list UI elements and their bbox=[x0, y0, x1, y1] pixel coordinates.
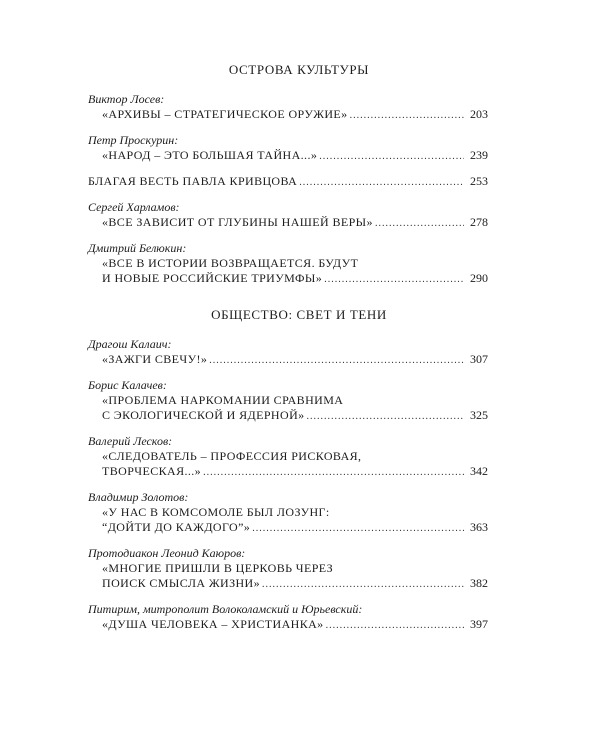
entry-title-line: «МНОГИЕ ПРИШЛИ В ЦЕРКОВЬ ЧЕРЕЗ bbox=[102, 561, 334, 575]
dot-leader bbox=[307, 409, 464, 424]
entry-author: Протодиакон Леонид Каюров: bbox=[88, 546, 246, 560]
entry-title-line: “ДОЙТИ ДО КАЖДОГО”» bbox=[102, 520, 251, 534]
page-number: 363 bbox=[470, 520, 488, 534]
entry-title-line: «ДУША ЧЕЛОВЕКА – ХРИСТИАНКА» bbox=[102, 617, 324, 631]
entry-author: Виктор Лосев: bbox=[88, 92, 165, 106]
section-title: ОСТРОВА КУЛЬТУРЫ bbox=[228, 62, 370, 77]
entry-author: Борис Калачев: bbox=[88, 378, 167, 392]
toc-entry[interactable] bbox=[88, 490, 488, 536]
page-number: 397 bbox=[470, 617, 488, 631]
dot-leader bbox=[299, 175, 464, 190]
dot-leader bbox=[262, 577, 464, 592]
page-number: 342 bbox=[470, 464, 488, 478]
entry-title-line: «ПРОБЛЕМА НАРКОМАНИИ СРАВНИМА bbox=[102, 393, 344, 407]
dot-leader bbox=[209, 353, 464, 368]
page-number: 253 bbox=[470, 174, 488, 188]
page-number: 307 bbox=[470, 352, 488, 366]
dot-leader bbox=[324, 272, 464, 287]
entry-title-line: «ВСЕ ЗАВИСИТ ОТ ГЛУБИНЫ НАШЕЙ ВЕРЫ» bbox=[102, 215, 373, 229]
page-number: 278 bbox=[470, 215, 488, 229]
entry-title-line: С ЭКОЛОГИЧЕСКОЙ И ЯДЕРНОЙ» bbox=[102, 408, 305, 422]
entry-author: Валерий Лесков: bbox=[88, 434, 173, 448]
entry-title-line: ТВОРЧЕСКАЯ...» bbox=[102, 464, 202, 478]
section-society bbox=[88, 307, 488, 633]
dot-leader bbox=[203, 465, 464, 480]
entry-title-line: «НАРОД – ЭТО БОЛЬШАЯ ТАЙНА...» bbox=[102, 148, 318, 162]
toc-entry[interactable] bbox=[88, 546, 488, 592]
entry-list bbox=[88, 337, 488, 633]
dot-leader bbox=[252, 521, 464, 536]
entry-author: Драгош Калаич: bbox=[88, 337, 172, 351]
toc-entry[interactable] bbox=[88, 133, 488, 164]
dot-leader bbox=[375, 216, 464, 231]
toc-entry[interactable] bbox=[88, 200, 488, 231]
dot-leader bbox=[350, 108, 464, 123]
page-number: 325 bbox=[470, 408, 488, 422]
entry-title-line: БЛАГАЯ ВЕСТЬ ПАВЛА КРИВЦОВА bbox=[88, 174, 298, 188]
page-number: 382 bbox=[470, 576, 488, 590]
entry-title-line: ПОИСК СМЫСЛА ЖИЗНИ» bbox=[102, 576, 261, 590]
page-number: 239 bbox=[470, 148, 488, 162]
entry-title-line: И НОВЫЕ РОССИЙСКИЕ ТРИУМФЫ» bbox=[102, 271, 323, 285]
dot-leader bbox=[326, 618, 464, 633]
entry-title-line: «ЗАЖГИ СВЕЧУ!» bbox=[102, 352, 208, 366]
entry-title-line: «СЛЕДОВАТЕЛЬ – ПРОФЕССИЯ РИСКОВАЯ, bbox=[102, 449, 362, 463]
entry-author: Питирим, митрополит Волоколамский и Юрьевский: bbox=[88, 602, 363, 616]
entry-list bbox=[88, 92, 488, 287]
entry-author: Дмитрий Белюкин: bbox=[88, 241, 187, 255]
entry-title-line: «АРХИВЫ – СТРАТЕГИЧЕСКОЕ ОРУЖИЕ» bbox=[102, 107, 348, 121]
toc-entry[interactable] bbox=[88, 378, 488, 424]
section-title: ОБЩЕСТВО: СВЕТ И ТЕНИ bbox=[211, 307, 387, 322]
entry-author: Сергей Харламов: bbox=[88, 200, 180, 214]
page-number: 203 bbox=[470, 107, 488, 121]
toc-entry[interactable] bbox=[88, 241, 488, 287]
page-number: 290 bbox=[470, 271, 488, 285]
toc-entry[interactable] bbox=[88, 434, 488, 480]
entry-author: Владимир Золотов: bbox=[88, 490, 189, 504]
entry-title-line: «У НАС В КОМСОМОЛЕ БЫЛ ЛОЗУНГ: bbox=[102, 505, 330, 519]
dot-leader bbox=[319, 149, 464, 164]
entry-author: Петр Проскурин: bbox=[88, 133, 179, 147]
toc-entry[interactable] bbox=[88, 92, 488, 123]
section-culture bbox=[88, 62, 488, 287]
entry-title-line: «ВСЕ В ИСТОРИИ ВОЗВРАЩАЕТСЯ. БУДУТ bbox=[102, 256, 359, 270]
toc-entry[interactable] bbox=[88, 174, 488, 190]
toc-entry[interactable] bbox=[88, 337, 488, 368]
toc-entry[interactable] bbox=[88, 602, 488, 633]
